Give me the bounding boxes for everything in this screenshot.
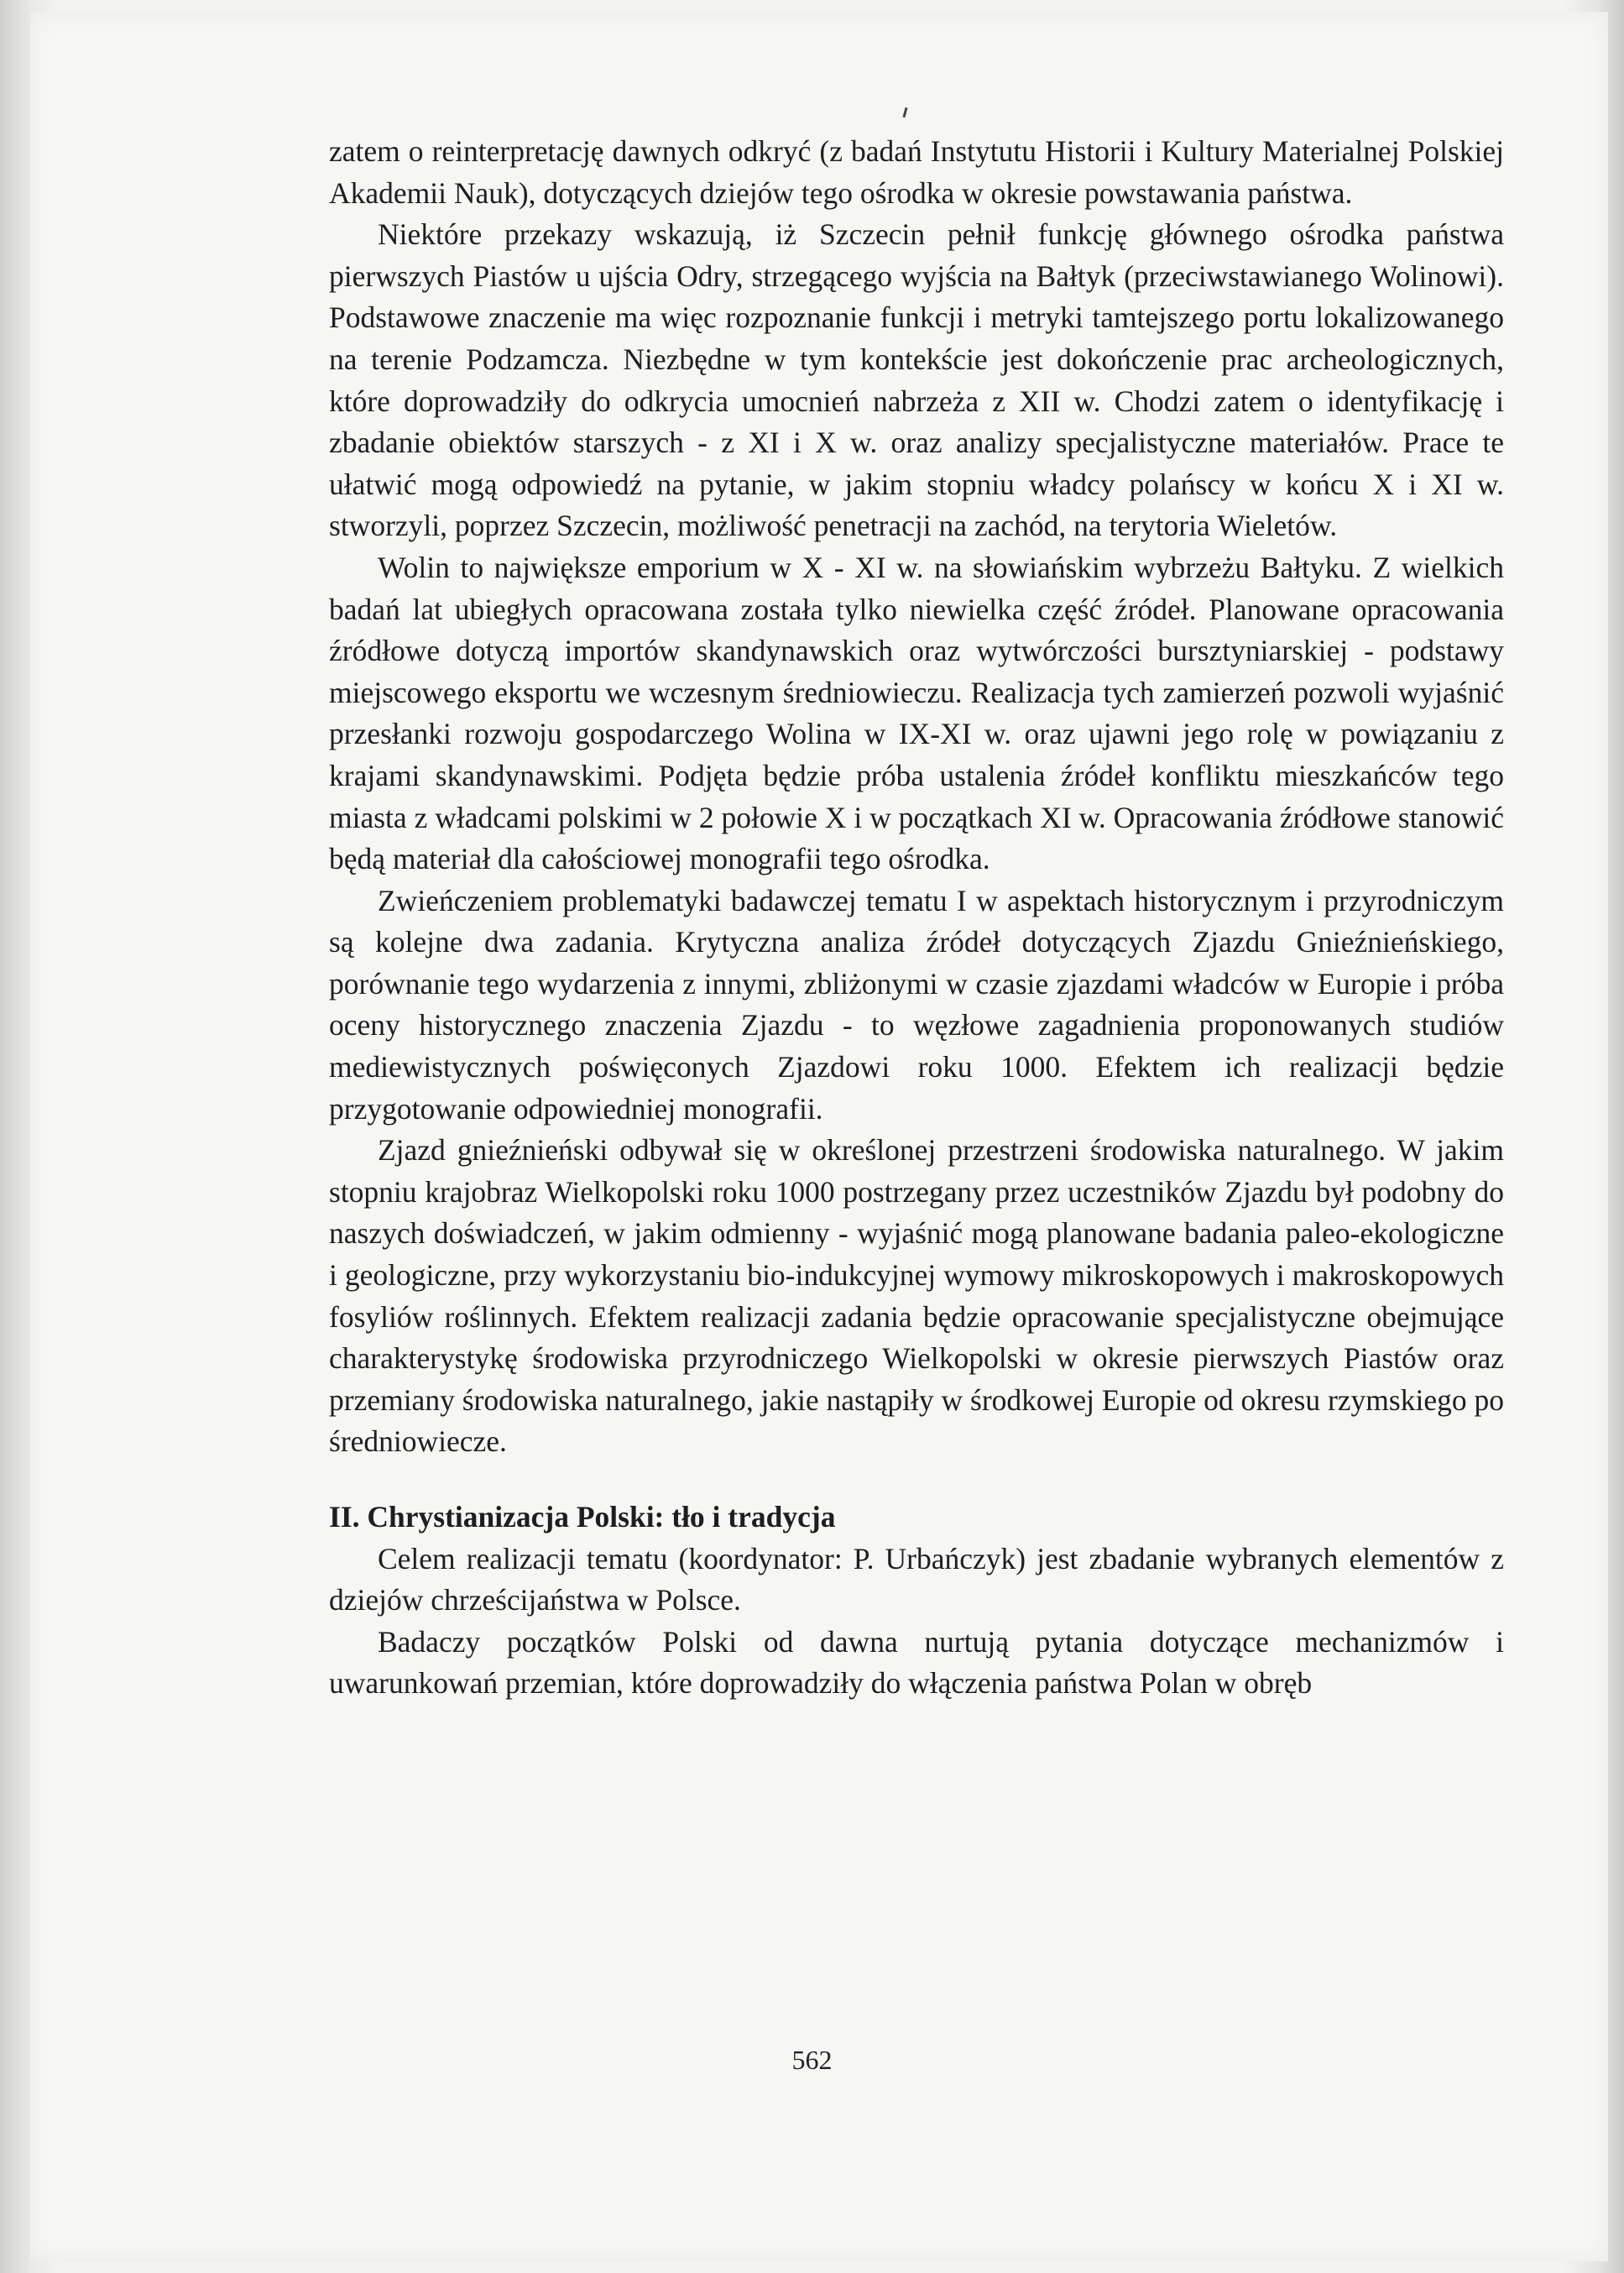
paragraph-continued: zatem o reinterpretację dawnych odkryć (z badań Instytutu Historii i Kultury Materialnej Polskiej Akademii Nauk), dotyczących dziejów tego ośrodka w okresie powstawania państwa.: [329, 134, 1504, 210]
paragraph-environment: Zjazd gnieźnieński odbywał się w określonej przestrzeni środowiska naturalnego. W jakim stopniu krajobraz Wielkopolski roku 1000 postrzegany przez uczestników Zjazdu był podobny do naszych doświadczeń, w jakim odmienny - wyjaśnić mogą planowane badania paleo-ekologiczne i geologiczne, przy wykorzystaniu bio-indukcyjnej wymowy mikroskopowych i makroskopowych fosyliów roślinnych. Efektem realizacji zadania będzie opracowanie specjalistyczne obejmujące charakterystykę środowiska przyrodniczego Wielkopolski w okresie pierwszych Piastów oraz przemiany środowiska naturalnego, jakie nastąpiły w środkowej Europie od okresu rzymskiego po średniowiecze.: [329, 1133, 1504, 1459]
section-heading: II. Chrystianizacja Polski: tło i tradycja: [329, 1500, 836, 1534]
paragraph-section-research: Badaczy początków Polski od dawna nurtują pytania dotyczące mechanizmów i uwarunkowań przemian, które doprowadziły do włączenia państwa Polan w obręb: [329, 1624, 1504, 1701]
paragraph-section-goal: Celem realizacji tematu (koordynator: P. Urbańczyk) jest zbadanie wybranych elementów z dziejów chrześcijaństwa w Polsce.: [329, 1541, 1504, 1617]
paragraph-wolin: Wolin to największe emporium w X - XI w. na słowiańskim wybrzeżu Bałtyku. Z wielkich badań lat ubiegłych opracowana została tylko niewielka część źródeł. Planowane opracowania źródłowe dotyczą importów skandynawskich oraz wytwórczości bursztyniarskiej - podstawy miejscowego eksportu we wczesnym średniowieczu. Realizacja tych zamierzeń pozwoli wyjaśnić przesłanki rozwoju gospodarczego Wolina w IX-XI w. oraz ujawni jego rolę w powiązaniu z krajami skandynawskimi. Podjęta będzie próba ustalenia źródeł konfliktu mieszkańców tego miasta z władcami polskimi w 2 połowie X i w początkach XI w. Opracowania źródłowe stanowić będą materiał dla całościowej monografii tego ośrodka.: [329, 550, 1504, 876]
paragraph-gniezno-congress: Zwieńczeniem problematyki badawczej tematu I w aspektach historycznym i przyrodniczym są kolejne dwa zadania. Krytyczna analiza źródeł dotyczących Zjazdu Gnieźnieńskiego, porównanie tego wydarzenia z innymi, zbliżonymi w czasie zjazdami władców w Europie i próba oceny historycznego znaczenia Zjazdu - to węzłowe zagadnienia proponowanych studiów mediewistycznych poświęconych Zjazdowi roku 1000. Efektem ich realizacji będzie przygotowanie odpowiedniej monografii.: [329, 883, 1504, 1126]
paragraph-szczecin: Niektóre przekazy wskazują, iż Szczecin pełnił funkcję głównego ośrodka państwa pierwszych Piastów u ujścia Odry, strzegącego wyjścia na Bałtyk (przeciwstawianego Wolinowi). Podstawowe znaczenie ma więc rozpoznanie funkcji i metryki tamtejszego portu lokalizowanego na terenie Podzamcza. Niezbędne w tym kontekście jest dokończenie prac archeologicznych, które doprowadziły do odkrycia umocnień nabrzeża z XII w. Chodzi zatem o identyfikację i zbadanie obiektów starszych - z XI i X w. oraz analizy specjalistyczne materiałów. Prace te ułatwić mogą odpowiedź na pytanie, w jakim stopniu władcy polańscy w końcu X i XI w. stworzyli, poprzez Szczecin, możliwość penetracji na zachód, na terytoria Wieletów.: [329, 217, 1504, 543]
page-body: [329, 131, 1504, 1705]
page-number: 562: [791, 2045, 833, 2075]
